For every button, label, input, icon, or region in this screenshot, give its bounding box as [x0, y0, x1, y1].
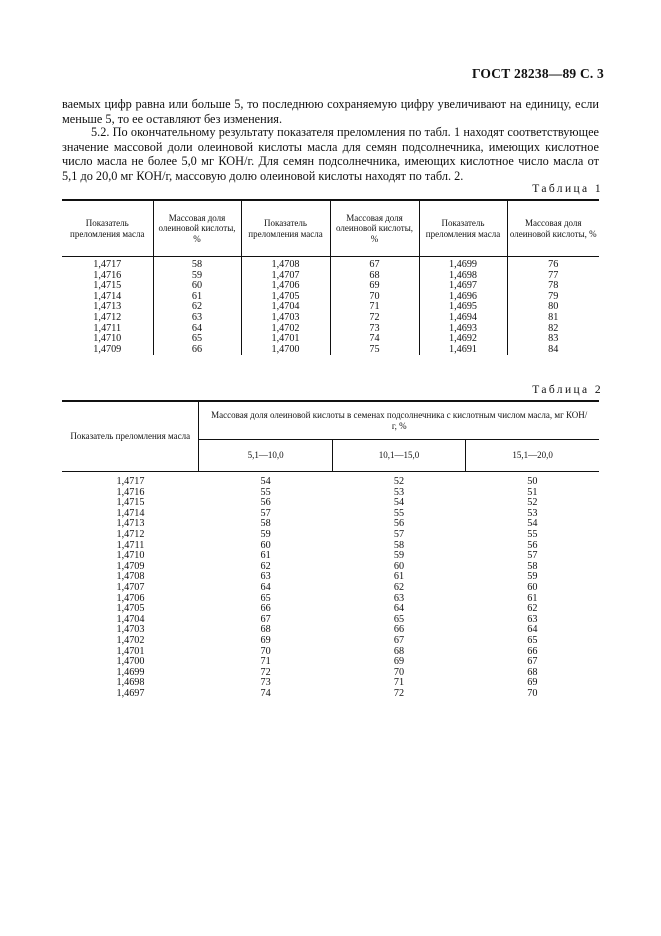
table-row: [62, 472, 599, 488]
table-cell: 66: [260, 603, 271, 615]
table-cell: 1,4716: [62, 271, 153, 282]
table2-caption: Таблица 2: [532, 384, 603, 396]
table-cell: 1,4708: [116, 571, 145, 583]
table-cell: 1,4702: [116, 634, 145, 646]
table1-caption: Таблица 1: [532, 183, 603, 195]
table-cell: 1,4704: [116, 613, 145, 625]
table-cell: 1,4699: [419, 257, 507, 271]
table-cell: 63: [153, 313, 241, 324]
table-cell: 1,4713: [62, 302, 153, 313]
table-cell: 1,4714: [62, 292, 153, 303]
table-cell: 54: [527, 518, 538, 530]
table-cell: 52: [527, 497, 538, 509]
table-cell: 67: [260, 613, 271, 625]
table-cell: 1,4691: [419, 345, 507, 356]
table-cell: 1,4709: [116, 560, 145, 572]
table2-header-row: [62, 401, 599, 440]
table-cell: 1,4693: [419, 324, 507, 335]
paragraph-continuation: ваемых цифр равна или больше 5, то последнюю сохраняемую цифру увеличивают на единицу, если меньше 5, то ее оставляют без изменения.: [62, 97, 599, 126]
table-cell: 74: [260, 687, 271, 699]
table-row: [62, 257, 599, 271]
table-cell: 1,4700: [241, 345, 330, 356]
table-cell: 1,4714: [116, 507, 145, 519]
table-cell: 68: [330, 271, 419, 282]
table-cell: 1,4697: [419, 281, 507, 292]
table-cell: 66: [153, 345, 241, 356]
table2-header-left: Показатель преломления масла: [62, 401, 199, 472]
table-cell: 60: [527, 581, 538, 593]
table-cell: 56: [393, 518, 405, 530]
table-row: [62, 530, 599, 541]
table-cell: 1,4709: [62, 345, 153, 356]
table-cell: 61: [393, 571, 405, 583]
table-cell: 1,4697: [116, 687, 145, 699]
table-cell: 54: [260, 476, 271, 487]
table-cell: 62: [393, 581, 405, 593]
table-cell: 69: [330, 281, 419, 292]
table-cell: 68: [260, 624, 271, 636]
table-cell: 63: [393, 592, 405, 604]
table-cell: 62: [260, 560, 271, 572]
table-cell: 1,4699: [116, 666, 145, 678]
table-cell: 61: [260, 550, 271, 562]
table-cell: 55: [527, 528, 538, 540]
table-cell: 1,4703: [116, 624, 145, 636]
table-cell: 64: [393, 603, 405, 615]
table-row: [62, 271, 599, 282]
table-row: [62, 583, 599, 594]
table-cell: 1,4707: [116, 581, 145, 593]
table-cell: 61: [527, 592, 538, 604]
table-cell: 64: [260, 581, 271, 593]
table-cell: 1,4711: [62, 324, 153, 335]
table-cell: 1,4698: [116, 677, 145, 689]
table-cell: 59: [260, 528, 271, 540]
table-cell: 57: [393, 528, 405, 540]
table-cell: 68: [527, 666, 538, 678]
table-cell: 1,4701: [116, 645, 145, 657]
table-cell: 83: [548, 333, 559, 345]
table-cell: 57: [527, 550, 538, 562]
table2-header-span: Массовая доля олеиновой кислоты в семенах подсолнечника с кислотным числом масла, мг КОН/г, %: [199, 401, 599, 440]
table-cell: 59: [153, 271, 241, 282]
table1: [62, 199, 599, 355]
table-cell: 1,4702: [241, 324, 330, 335]
table-cell: 1,4704: [241, 302, 330, 313]
table-cell: 1,4698: [419, 271, 507, 282]
table-cell: 60: [260, 539, 271, 551]
table-row: [62, 324, 599, 335]
table-cell: 51: [527, 486, 538, 498]
table2-subheader-cell: 15,1—20,0: [466, 440, 599, 472]
table-cell: 70: [527, 687, 538, 699]
table-cell: 58: [393, 539, 405, 551]
table-cell: 56: [527, 539, 538, 551]
table-cell: 1,4712: [62, 313, 153, 324]
table-cell: 74: [330, 334, 419, 345]
table-cell: 66: [527, 645, 538, 657]
table-cell: 67: [527, 656, 538, 668]
table-cell: 1,4706: [116, 592, 145, 604]
table-cell: 64: [153, 324, 241, 335]
table-cell: 57: [260, 507, 271, 519]
table-cell: 65: [260, 592, 271, 604]
table2-body: [62, 472, 599, 700]
table-cell: 53: [527, 507, 538, 519]
table-row: [62, 313, 599, 324]
table-cell: 61: [153, 292, 241, 303]
table-cell: 68: [393, 645, 405, 657]
table-cell: 62: [153, 302, 241, 313]
table1-header-cell: Показатель преломления масла: [241, 200, 330, 257]
table1-header-cell: Показатель преломления масла: [419, 200, 507, 257]
table-cell: 56: [260, 497, 271, 509]
table-cell: 1,4700: [116, 656, 145, 668]
table-cell: 72: [260, 666, 271, 678]
table-cell: 50: [527, 476, 538, 487]
table-cell: 63: [527, 613, 538, 625]
table-cell: 1,4710: [62, 334, 153, 345]
table2-subheader-cell: 5,1—10,0: [199, 440, 332, 472]
table1-body: [62, 257, 599, 356]
table-cell: 1,4703: [241, 313, 330, 324]
table-cell: 1,4717: [62, 257, 153, 271]
table-cell: 1,4708: [241, 257, 330, 271]
table-cell: 1,4716: [116, 486, 145, 498]
table-cell: 73: [330, 324, 419, 335]
table-cell: 79: [548, 290, 559, 302]
table-cell: 1,4701: [241, 334, 330, 345]
table-row: [62, 636, 599, 647]
table-row: [62, 334, 599, 345]
table-row: [62, 689, 599, 700]
table-row: [62, 292, 599, 303]
table-cell: 72: [330, 313, 419, 324]
table-cell: 1,4695: [419, 302, 507, 313]
table-cell: 1,4694: [419, 313, 507, 324]
table-cell: 76: [548, 259, 559, 270]
table-cell: 53: [393, 486, 405, 498]
table-cell: 62: [527, 603, 538, 615]
table-cell: 1,4696: [419, 292, 507, 303]
table-cell: 77: [548, 269, 559, 281]
table-cell: 69: [527, 677, 538, 689]
table-cell: 72: [393, 687, 405, 699]
table-cell: 70: [330, 292, 419, 303]
table1-header-cell: Показатель преломления масла: [62, 200, 153, 257]
table-cell: 55: [260, 486, 271, 498]
table-cell: 1,4705: [241, 292, 330, 303]
table2: [62, 400, 599, 699]
table-cell: 58: [260, 518, 271, 530]
table-cell: 63: [260, 571, 271, 583]
table-cell: 73: [260, 677, 271, 689]
table-cell: 59: [393, 550, 405, 562]
table-cell: 82: [548, 322, 559, 334]
table-cell: 58: [527, 560, 538, 572]
table-cell: 69: [260, 634, 271, 646]
table-cell: 70: [260, 645, 271, 657]
table-cell: 70: [393, 666, 405, 678]
table-cell: 1,4712: [116, 528, 145, 540]
table-cell: 75: [330, 345, 419, 356]
table-cell: 65: [153, 334, 241, 345]
table-cell: 71: [393, 677, 405, 689]
table-cell: 60: [393, 560, 405, 572]
table-cell: 1,4715: [116, 497, 145, 509]
table-cell: 59: [527, 571, 538, 583]
table1-header-cell: Массовая доля олеиновой кислоты, %: [153, 200, 241, 257]
table-cell: 1,4706: [241, 281, 330, 292]
table-cell: 67: [393, 634, 405, 646]
table-cell: 1,4710: [116, 550, 145, 562]
table-cell: 69: [393, 656, 405, 668]
table-row: [62, 345, 599, 356]
table1-header-cell: Массовая доля олеиновой кислоты, %: [507, 200, 599, 257]
table-row: [62, 302, 599, 313]
table-cell: 1,4715: [62, 281, 153, 292]
table-cell: 1,4705: [116, 603, 145, 615]
table-cell: 1,4717: [116, 476, 145, 487]
table-cell: 78: [548, 280, 559, 292]
table-cell: 54: [393, 497, 405, 509]
table1-header-cell: Массовая доля олеиновой кислоты, %: [330, 200, 419, 257]
table1-header-row: [62, 200, 599, 257]
table-cell: 1,4707: [241, 271, 330, 282]
table-cell: 84: [548, 343, 559, 355]
table-cell: 1,4713: [116, 518, 145, 530]
table-cell: 1,4692: [419, 334, 507, 345]
table-cell: 65: [393, 613, 405, 625]
table-cell: 71: [330, 302, 419, 313]
table-cell: 81: [548, 311, 559, 323]
table-cell: 55: [393, 507, 405, 519]
paragraph-5-2: 5.2. По окончательному результату показателя преломления по табл. 1 находят соответствующее значение массовой доли олеиновой кислоты масла для семян подсолнечника, имеющих кислотное число масла не более 5,0 мг КОН/г. Для семян подсолнечника, имеющих кислотное число масла от 5,1 до 20,0 мг КОН/г, массовую долю олеиновой кислоты находят по табл. 2.: [62, 125, 599, 183]
table-cell: 52: [393, 476, 405, 487]
table-cell: 58: [153, 257, 241, 271]
table-cell: 71: [260, 656, 271, 668]
table-cell: 64: [527, 624, 538, 636]
table-cell: 66: [393, 624, 405, 636]
table-cell: 60: [153, 281, 241, 292]
page-header: ГОСТ 28238—89 С. 3: [471, 66, 604, 81]
table-cell: 67: [330, 257, 419, 271]
table-cell: 65: [527, 634, 538, 646]
table-row: [62, 281, 599, 292]
table-cell: 1,4711: [116, 539, 145, 551]
table-cell: 80: [548, 301, 559, 313]
table2-subheader-cell: 10,1—15,0: [332, 440, 465, 472]
